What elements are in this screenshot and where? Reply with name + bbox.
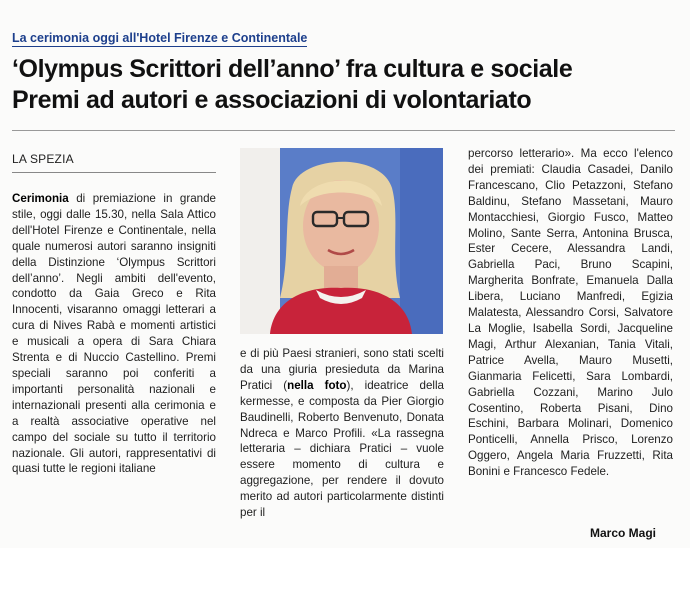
author-signature: Marco Magi xyxy=(590,526,657,540)
portrait-illustration xyxy=(240,148,443,334)
portrait-photo xyxy=(240,148,443,334)
headline-line-1: ‘Olympus Scrittori dell’anno’ fra cultura e sociale xyxy=(12,55,573,83)
article-column-2 xyxy=(240,346,444,521)
headline-line-2: Premi ad autori e associazioni di volontariato xyxy=(12,86,532,114)
section-kicker: La cerimonia oggi all'Hotel Firenze e Continentale xyxy=(12,31,308,45)
lead-word: Cerimonia xyxy=(12,192,69,205)
column-2-text-b: ), ideatrice della kermesse, e composta da Pier Giorgio Baudinelli, Roberto Benvenuto, Donata Ndreca e Marco Profili. «La rassegna letteraria – dichiara Pratici – vuole essere momento di cultura e aggregazione, per rendere il dovuto merito ad autori particolarmente distinti per il xyxy=(240,378,445,520)
photo-reference: nella foto xyxy=(287,378,347,392)
column-2-text-a: e di più Paesi stranieri, sono stati scelti da una giuria presieduta da Marina Pratici ( xyxy=(240,347,444,392)
column-1-text: di premiazione in grande stile, oggi dalle 15.30, nella Sala Attico dell'Hotel Firenze e Continentale, nella quale numerosi autori saranno insigniti della Distinzione ‘Olympus Scrittori dell’anno’. Negli ambiti dell'evento, condotto da Gaia Greco e Rita Innocenti, visaranno omaggi letterari a cura di Nives Rabà e momenti artistici e musicali a opera di Sara Chiara Strenta e di Nuccio Castellino. Premi speciali saranno poi conferiti a importanti personalità nazionali e internazionali presenti alla cerimonia e a realtà associative operative nel campo del sociale su tutto il territorio nazionale. Gli autori, rappresentativi di quasi tutte le regioni italiane xyxy=(12,192,216,476)
article-column-1 xyxy=(12,191,216,477)
article-column-3: percorso letterario». Ma ecco l'elenco dei premiati: Claudia Casadei, Danilo Francescano, Clio Petazzoni, Stefano Baldinu, Stefano Massetani, Mauro Montacchiesi, Giorgio Fusco, Matteo Molino, Sante Serra, Antonina Brusca, Ester Cecere, Alessandra Landi, Gabriella Paci, Bruno Scapini, Margherita Bonfrate, Emanuela Dalla Libera, Luciano Manfredi, Egizia Malatesta, Alessandro Corsi, Salvatore La Moglie, Isabella Sordi, Jacqueline Magi, Arthur Alexanian, Tania Vitali, Patrice Avella, Mauro Musetti, Gianmaria Felicetti, Sara Lombardi, Gabriella Cozzani, Marino Julo Cosentino, Roberta Pisani, Dino Eschini, Barbara Molinari, Domenico Ponticelli, Annella Prisco, Lorenzo Oggero, Angela Maria Fruzzetti, Rita Bonini e Francesco Fedele. xyxy=(468,147,673,479)
headline xyxy=(12,54,682,116)
headline-divider xyxy=(12,130,675,131)
dateline: LA SPEZIA xyxy=(12,152,216,173)
